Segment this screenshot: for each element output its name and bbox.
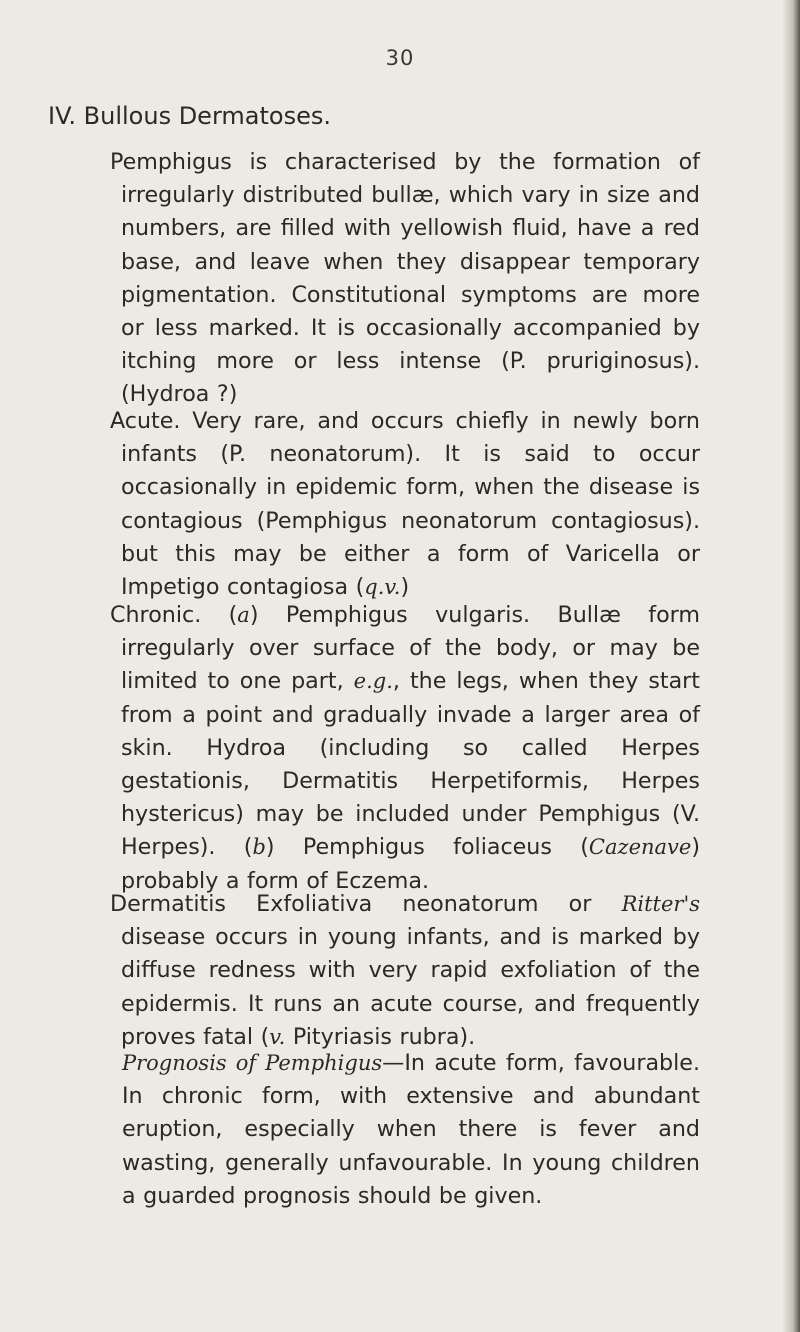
italic-prognosis-heading: Prognosis of Pemphigus (122, 1051, 383, 1075)
page-edge-shadow (782, 0, 800, 1332)
paragraph-text: ) Pemphigus foliaceus ( (265, 834, 589, 861)
paragraph-acute (110, 405, 700, 604)
paragraph-dermatitis-exfoliativa (110, 888, 700, 1054)
italic-eg: e.g. (353, 669, 393, 694)
paragraph-pemphigus-definition (110, 146, 700, 412)
italic-v: v. (269, 1024, 286, 1049)
section-heading: IV. Bullous Dermatoses. (48, 102, 331, 130)
paragraph-text: Pemphigus is characterised by the formation of irregularly distributed bullæ, which vary in size and numbers, are filled with yellowish fluid, have a red base, and leave when they disappear temporary pigmentation. Constitutional symptoms are more or less marked. It is occasionally accompanied by itching more or less intense (P. pruriginosus). (Hydroa ?) (110, 149, 700, 408)
paragraph-text: ) probably a form of Eczema. (121, 834, 700, 894)
paragraph-text: Chronic. ( (110, 602, 238, 628)
italic-cazenave: Cazenave (588, 835, 692, 860)
paragraph-text: ) Pemphigus vulgaris. Bullæ form irregularly over surface of the body, or may be limited to one part, (121, 602, 700, 695)
paragraph-text: Acute. Very rare, and occurs chiefly in newly born infants (P. neonatorum). It is said to occur occasionally in epidemic form, when the disease is contagious (Pemphigus neonatorum contagiosus). but this may be either a form of Varicella or Impetigo contagiosa ( (110, 408, 700, 601)
paragraph-chronic (110, 599, 700, 898)
italic-ritter: Ritter's (621, 892, 700, 916)
paragraph-text: —In acute form, favourable. In chronic form, with extensive and abundant eruption, especially when there is fever and wasting, generally unfavourable. In young children a guarded prognosis should be given. (122, 1050, 700, 1209)
paragraph-prognosis (122, 1047, 700, 1213)
paragraph-text: Pityriasis rubra). (285, 1023, 476, 1050)
italic-reference: q.v. (364, 575, 401, 600)
paragraph-text: Dermatitis Exfoliativa neonatorum or (110, 891, 622, 917)
paragraph-text: , the legs, when they start from a point and gradually invade a larger area of skin. Hydroa (including so called Herpes gestationis, Dermatitis Herpetiformis, Herpes hystericus) may be included under Pemphigus (V. Herpes). ( (121, 668, 700, 861)
italic-letter-a: a (237, 603, 250, 627)
italic-letter-b: b (252, 835, 266, 860)
paragraph-text: ) (400, 574, 410, 601)
page-number: 30 (385, 46, 415, 70)
paragraph-text: disease occurs in young infants, and is marked by diffuse redness with very rapid exfoliation of the epidermis. It runs an acute course, and frequently proves fatal ( (121, 924, 700, 1050)
